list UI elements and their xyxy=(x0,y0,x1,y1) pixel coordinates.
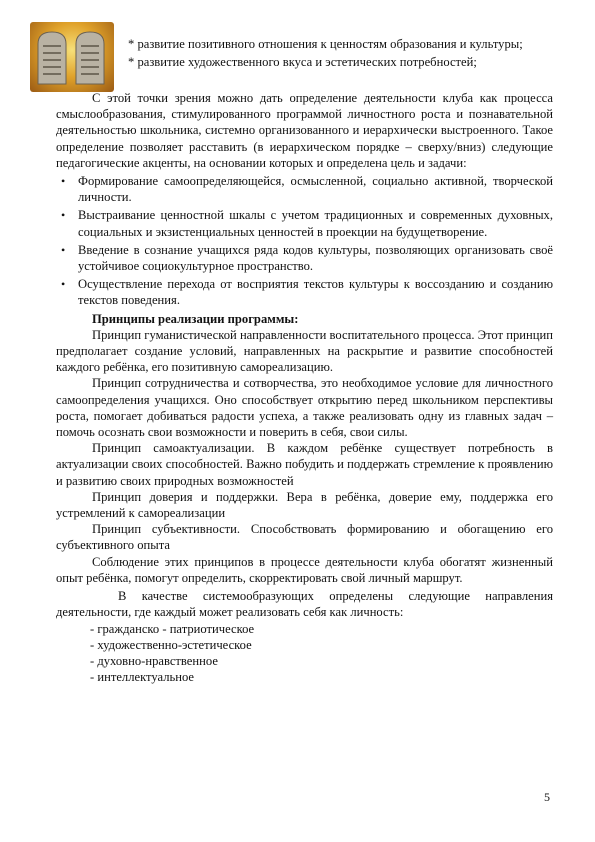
directions-intro: В качестве системообразующих определены следующие направления деятельности, где каждый может реализовать себя как личность: xyxy=(56,589,553,620)
bullet-icon: • xyxy=(61,174,66,189)
list-item: - духовно-нравственное xyxy=(90,653,218,668)
top-list xyxy=(128,36,553,72)
principle-paragraph: Соблюдение этих принципов в процессе деятельности клуба обогатят жизненный опыт ребёнка, помогут определить, скорректировать свой личный маршрут. xyxy=(56,554,553,585)
list-item: - художественно-эстетическое xyxy=(90,637,252,652)
goals-list xyxy=(56,173,553,309)
list-item: - гражданско - патриотическое xyxy=(90,621,255,636)
principle-paragraph: Принцип гуманистической направленности воспитательного процесса. Этот принцип предполагает создание условий, направленных на раскрытие и развитие способностей каждого ребёнка, его позитивную самореализацию. xyxy=(56,327,553,375)
directions-list xyxy=(56,621,553,686)
top-item: * развитие художественного вкуса и эстетических потребностей; xyxy=(128,55,477,70)
main-content xyxy=(56,90,553,685)
principle-paragraph: Принцип самоактуализации. В каждом ребёнке существует потребность в актуализации своих способностей. Важно побудить и поддержать стремление к проявлению и развитию своих природных возможностей xyxy=(56,441,553,488)
top-item: * развитие позитивного отношения к ценностям образования и культуры; xyxy=(128,37,523,51)
intro-paragraph: С этой точки зрения можно дать определение деятельности клуба как процесса смыслообразования, стимулированного программой личностного роста и познавательной деятельностью школьника, системно организованного и иерархически выстроенного. Такое определение позволяет расставить (в иерархическом порядке – сверху/вниз) следующие педагогические акценты, на основании которых и определена цель и задачи: xyxy=(56,91,553,170)
bullet-icon: • xyxy=(61,277,66,292)
page-number: 5 xyxy=(544,790,550,804)
list-item: - интеллектуальное xyxy=(90,670,195,685)
principle-paragraph: Принцип сотрудничества и сотворчества, это необходимое условие для личностного самоопределения учащихся. Оно способствует открытию перед школьником перспективы роста, помогает добиваться радости успеха, а также реализовать одну из главных задач – помочь осознать свои возможности и поверить в себя, свои силы. xyxy=(56,376,553,440)
tablets-logo xyxy=(30,22,114,92)
list-item: • Формирование самоопределяющейся, осмысленной, социально активной, творческой личности. xyxy=(61,174,553,205)
principles-heading: Принципы реализации программы: xyxy=(92,311,299,326)
principle-paragraph: Принцип доверия и поддержки. Вера в ребёнка, доверие ему, поддержка его устремлений к самореализации xyxy=(56,489,553,521)
principle-paragraph: Принцип субъективности. Способствовать формированию и обогащению его субъективного опыта xyxy=(56,522,553,553)
list-item: • Введение в сознание учащихся ряда кодов культуры, позволяющих организовать своё устойчивое социокультурное пространство. xyxy=(61,242,553,274)
list-item: • Выстраивание ценностной шкалы с учетом традиционных и современных духовных, социальных и экзистенциальных ценностей в проекции на будущетворение. xyxy=(61,208,553,239)
bullet-icon: • xyxy=(61,208,66,223)
bullet-icon: • xyxy=(61,242,66,257)
list-item: • Осуществление перехода от восприятия текстов культуры к воссозданию и созданию текстов поведения. xyxy=(61,277,553,308)
tablets-icon xyxy=(30,22,114,92)
